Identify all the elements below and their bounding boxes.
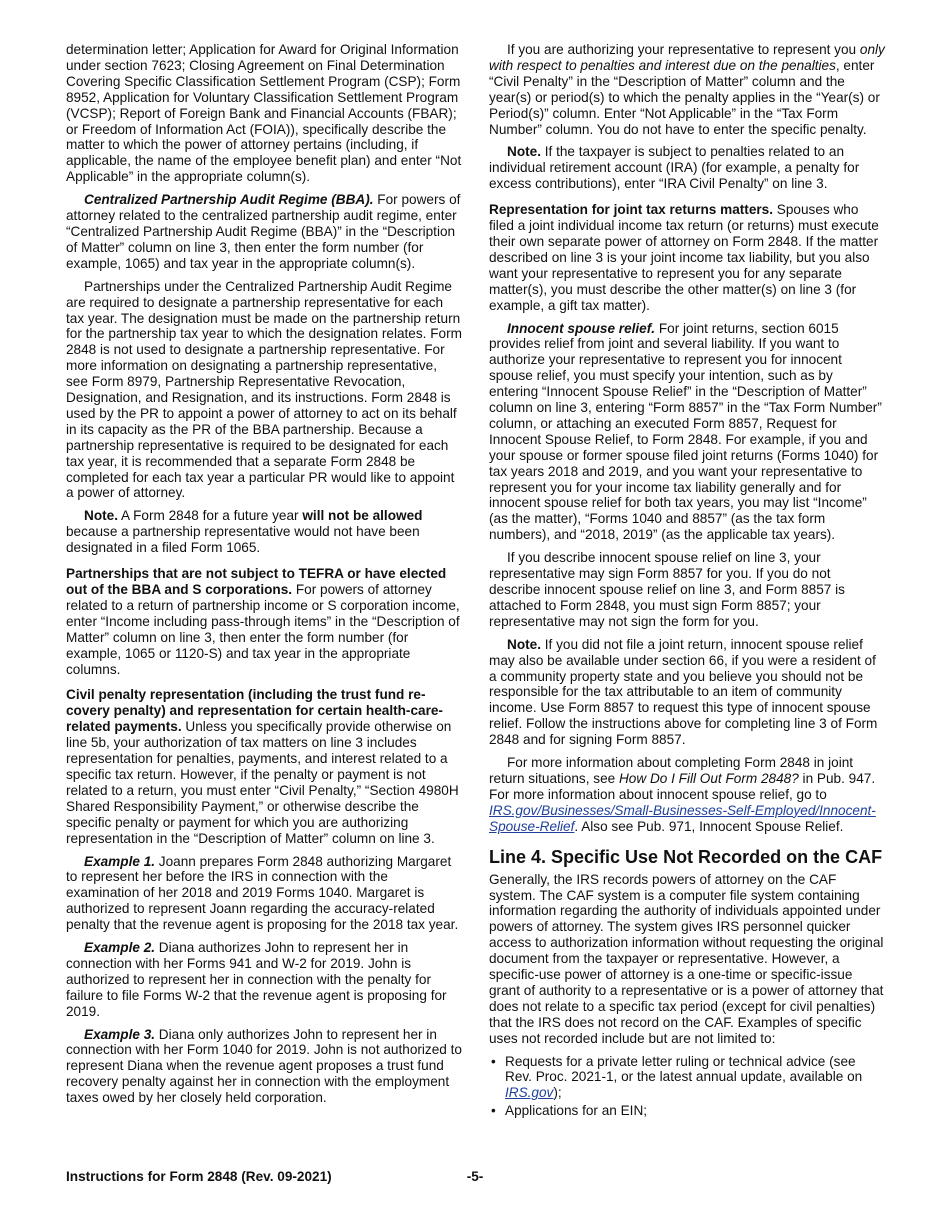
- list-item-text: Applications for an EIN;: [505, 1103, 648, 1119]
- joint-text: Spouses who filed a joint individual income tax return (or returns) must execute their own separate power of attorney on Form 2848. If the matter described on line 3 is your joint income tax liability, but you also want your representative to represent you for any separate matter(s), you must describe the other matter(s) on line 3 (for example, a gift tax matter).: [489, 202, 879, 313]
- page-number: -5-: [466, 1169, 484, 1184]
- paragraph-penalties-only: [489, 42, 885, 137]
- paragraph-determination: determination letter; Application for Award for Original Information under section 7623; Closing Agreement on Final Determination Covering Specific Classification Settlement Program (CSP); Form 8952, Application for Voluntary Classification Settlement Program (VCSP); Report of Foreign Bank and Financial Accounts (FBAR); or Freedom of Information Act (FOIA)), specifically describe the matter to which the power of attorney pertains (including, if applicable, the name of the employee benefit plan) and enter “Not Applicable” in the appropriate column(s).: [66, 42, 462, 185]
- note-label: Note.: [84, 508, 118, 524]
- joint-heading: Representation for joint tax returns matters.: [489, 202, 774, 218]
- note-bold-text: will not be allowed: [302, 508, 423, 524]
- right-column: [489, 42, 885, 1121]
- note-text: A Form 2848 for a future year: [117, 508, 303, 524]
- example-2: [66, 940, 462, 1020]
- example-1-label: Example 1.: [84, 853, 156, 869]
- more-italic: How Do I Fill Out Form 2848?: [618, 770, 799, 786]
- innocent-text: For joint returns, section 6015 provides relief from joint and several liability. If you want to authorize your representative to represent you for innocent spouse relief, you must specify your intention, such as by entering “Innocent Spouse Relief” in the “Description of Matter” column on line 3, entering “Form 8857” in the “Tax Form Number” column, or attaching an executed Form 8857, Request for Innocent Spouse Relief, to Form 2848. For example, if you and your spouse or former spouse filed joint returns (Forms 1040) for tax years 2018 and 2019, and you want your representative to represent you for your income tax liability generally and for innocent spouse relief for both tax years, you may list “Income” (as the matter), “Forms 1040 and 8857” (as the tax form numbers), and “2018, 2019” (as the applicable tax years).: [489, 320, 882, 543]
- paragraph-line4: Generally, the IRS records powers of attorney on the CAF system. The CAF system is a computer file system containing information regarding the authority of individuals appointed under powers of attorney. The system gives IRS personnel quicker access to authorization information without requesting the original document from the taxpayer or representative. However, a specific-use power of attorney is a one-time or specific-issue grant of authority to a representative or is a power of attorney that does not relate to a specific tax period (except for civil penalties) that the IRS does not record on the CAF. Examples of specific uses not recorded include but are not limited to:: [489, 871, 884, 1046]
- example-3-text: Diana only authorizes John to represent her in connection with her Form 1040 for 2019. John is not authorized to represent Diana when the revenue agent proposes a trust fund recovery penalty against her in connection with the employment taxes owed by her closely held corporation.: [66, 1026, 462, 1106]
- penalties-italic: only with respect to penalties and interest due on the penalties: [489, 42, 885, 73]
- paragraph-civil-penalty: [66, 687, 462, 846]
- paragraph-bba: [66, 192, 462, 272]
- civil-text: Unless you specifically provide otherwise on line 5b, your authorization of tax matters on line 3 includes representation for penalties, payments, and interest related to a specific tax return. However, if the penalty or payment is not related to a return, you must enter “Civil Penalty,” “Section 4980H Shared Responsibility Payment,” or otherwise describe the specific penalty or payment for which you are authorizing representation in the “Description of Matter” column on line 3.: [66, 719, 459, 846]
- bba-text: For powers of attorney related to the centralized partnership audit regime, enter “Centralized Partnership Audit Regime (BBA)” in the “Description of Matter” column on line 3, then enter the form number (for example, 1065) and tax year in the appropriate column(s).: [66, 192, 461, 271]
- example-2-label: Example 2.: [84, 940, 156, 956]
- more-text: For more information about completing Form 2848 in joint return situations, see: [489, 755, 854, 786]
- note-label: Note.: [507, 144, 541, 160]
- specific-use-list: [489, 1054, 885, 1120]
- paragraph-tefra: [66, 566, 462, 677]
- civil-heading: Civil penalty representation (including the trust fund re-covery penalty) and representation for certain health-care-related payments.: [66, 687, 443, 735]
- example-3-label: Example 3.: [84, 1026, 156, 1042]
- note-text: If the taxpayer is subject to penalties related to an individual retirement account (IRA) (for example, a penalty for excess contributions), enter “IRA Civil Penalty” on line 3.: [489, 144, 860, 192]
- tefra-heading: Partnerships that are not subject to TEFRA or have elected out of the BBA and S corporations.: [66, 566, 447, 597]
- innocent-spouse-relief-link[interactable]: IRS.gov/Businesses/Small-Businesses-Self-Employed/Innocent-Spouse-Relief: [489, 802, 876, 834]
- note-text-end: because a partnership representative would not have been designated in a filed Form 1065.: [66, 524, 420, 556]
- list-item: [489, 1103, 885, 1119]
- list-item-text: Requests for a private letter ruling or technical advice (see Rev. Proc. 2021-1, or the latest annual update, available on: [505, 1053, 863, 1085]
- paragraph-partnership-representative: Partnerships under the Centralized Partnership Audit Regime are required to designate a partnership representative for each tax year. The designation must be made on the partnership return for the partnership tax year to which the designation relates. Form 2848 is not used to designate a partnership representative. For more information on designating a partnership representative, see Form 8979, Partnership Representative Revocation, Designation, and Resignation, and its instructions. Form 2848 is used by the PR to appoint a power of attorney to act on its behalf in its capacity as the PR of the BBA partnership. Because a partnership representative is required to be designated for each tax year, it is recommended that a separate Form 2848 be completed for each tax year a particular PR would like to appoint a power of attorney.: [66, 278, 462, 501]
- tefra-text: For powers of attorney related to a return of partnership income or S corporation income, enter “Income including pass-through items” in the “Description of Matter” column on line 3, then enter the form number (for example, 1065 or 1120-S) and tax year in the appropriate columns.: [66, 582, 460, 677]
- bullet-icon: •: [491, 1053, 496, 1069]
- bba-heading: Centralized Partnership Audit Regime (BBA).: [84, 192, 374, 208]
- list-item: [489, 1054, 885, 1102]
- paragraph-joint-returns: [489, 202, 885, 313]
- paragraph-describe-relief: If you describe innocent spouse relief on line 3, your representative may sign Form 8857 for you. If you do not describe innocent spouse relief on line 3, and Form 8857 is attached to Form 2848, you must sign Form 8857; your representative may not sign the form for you.: [489, 550, 845, 629]
- penalties-text-end: , enter “Civil Penalty” in the “Description of Matter” column and the year(s) or period(s) to which the penalty applies in the “Year(s) or Period(s)” column. Enter “Not Applicable” in the “Tax Form Number” column. You do not have to enter the specific penalty.: [489, 57, 880, 137]
- paragraph-innocent-spouse: [489, 321, 885, 544]
- irs-gov-link[interactable]: IRS.gov: [505, 1085, 554, 1101]
- more-text-3: . Also see Pub. 971, Innocent Spouse Relief.: [574, 818, 844, 834]
- note-section-66: [489, 637, 885, 748]
- left-column: [66, 42, 462, 1113]
- paragraph-more-info: [489, 755, 885, 835]
- innocent-heading: Innocent spouse relief.: [507, 320, 656, 336]
- note-future-year: [66, 508, 462, 556]
- note-text: If you did not file a joint return, innocent spouse relief may also be available under section 66, if you were a resident of a community property state and you believe you should not be responsible for the tax attributable to an item of community income. Use Form 8857 to request this type of innocent spouse relief. Follow the instructions above for completing line 3 of Form 2848 and for signing Form 8857.: [489, 636, 878, 748]
- more-text-2: in Pub. 947. For more information about innocent spouse relief, go to: [489, 770, 876, 802]
- penalties-text: If you are authorizing your representative to represent you: [507, 42, 860, 57]
- note-label: Note.: [507, 636, 541, 652]
- example-1-text: Joann prepares Form 2848 authorizing Margaret to represent her before the IRS in connection with the examination of her 2018 and 2019 Forms 1040. Margaret is authorized to represent Joann regarding the accuracy-related penalty that the revenue agent is proposing for the 2018 tax year.: [66, 853, 459, 933]
- note-ira: [489, 144, 885, 192]
- example-2-text: Diana authorizes John to represent her in connection with her Forms 941 and W-2 for 2019. John is authorized to represent her in connection with the penalty for failure to file Forms W-2 that the revenue agent is proposing for 2019.: [66, 940, 447, 1019]
- example-1: [66, 854, 462, 934]
- list-item-text-end: );: [553, 1085, 562, 1101]
- example-3: [66, 1027, 462, 1107]
- footer-form-title: Instructions for Form 2848 (Rev. 09-2021): [66, 1169, 332, 1184]
- line4-heading: Line 4. Specific Use Not Recorded on the CAF: [489, 846, 883, 867]
- bullet-icon: •: [491, 1103, 496, 1119]
